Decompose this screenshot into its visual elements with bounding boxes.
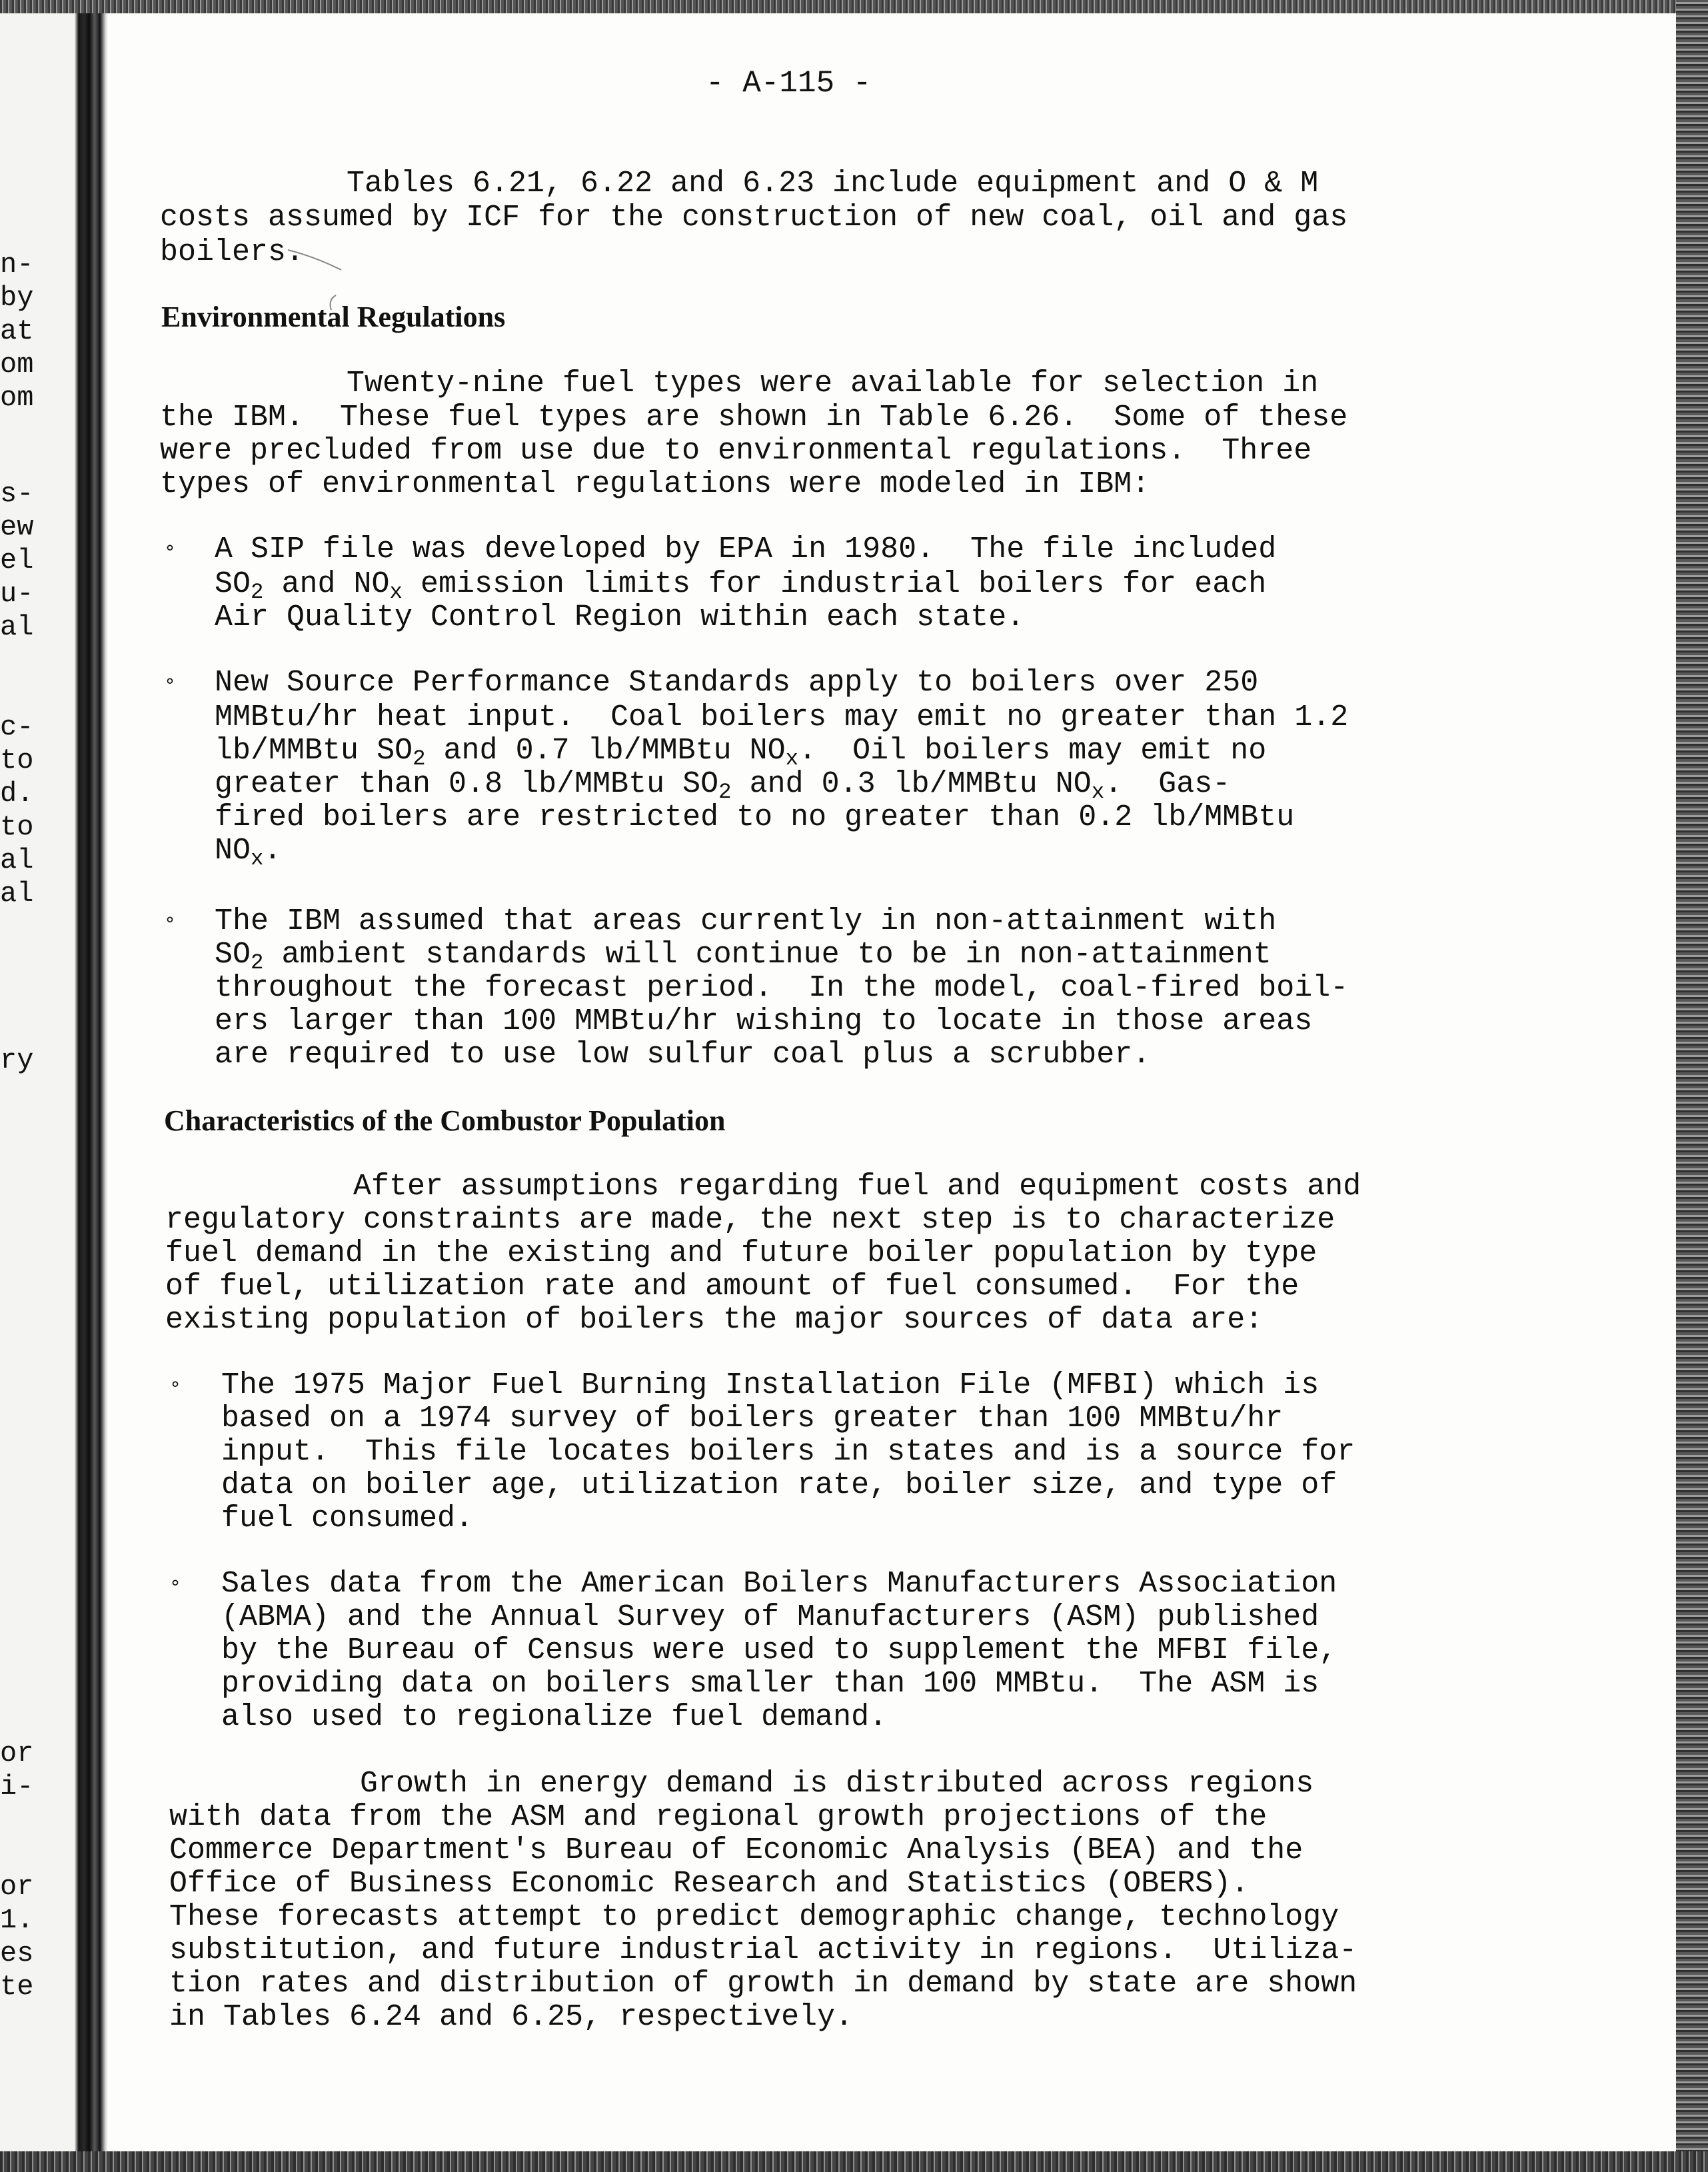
combustor-bullet2-line: providing data on boilers smaller than 100 MMBtu. The ASM is	[221, 1667, 1319, 1701]
facing-text: es	[0, 1937, 34, 1969]
intro-line: costs assumed by ICF for the construction of new coal, oil and gas	[160, 201, 1348, 235]
combustor-para2-line: These forecasts attempt to predict demographic change, technology	[169, 1900, 1339, 1934]
combustor-para2-line: with data from the ASM and regional growth projections of the	[169, 1800, 1268, 1834]
facing-text: d.	[0, 778, 34, 810]
facing-page-fragment	[0, 13, 75, 2151]
combustor-bullet2-line: Sales data from the American Boilers Manufacturers Association	[221, 1567, 1337, 1601]
combustor-bullet1-line: input. This file locates boilers in states and is a source for	[221, 1435, 1355, 1469]
env-bullet3-line: The IBM assumed that areas currently in non-attainment with	[215, 904, 1277, 938]
env-bullet2-line: $NO_x$.	[215, 834, 282, 872]
facing-text: ew	[0, 511, 34, 543]
facing-text: c-	[0, 711, 34, 743]
combustor-bullet2-line: also used to regionalize fuel demand.	[221, 1700, 888, 1734]
combustor-para2-line: in Tables 6.24 and 6.25, respectively.	[169, 2000, 854, 2034]
intro-line: boilers.	[160, 235, 305, 269]
env-bullet2-line: New Source Performance Standards apply to boilers over 250	[215, 666, 1259, 700]
env-bullet3-line: ers larger than 100 MMBtu/hr wishing to locate in those areas	[215, 1004, 1313, 1038]
facing-text: te	[0, 1971, 34, 2003]
document-page	[108, 13, 1676, 2151]
combustor-para-line: of fuel, utilization rate and amount of fuel consumed. For the	[165, 1270, 1299, 1304]
facing-text: u-	[0, 578, 34, 610]
env-bullet2-line: MMBtu/hr heat input. Coal boilers may emit no greater than 1.2	[215, 700, 1349, 734]
facing-text: or	[0, 1871, 34, 1903]
bullet-marker: °	[171, 1576, 180, 1598]
facing-text: ry	[0, 1044, 34, 1076]
intro-line: Tables 6.21, 6.22 and 6.23 include equipment and O & M	[347, 167, 1319, 201]
combustor-para2-line: Growth in energy demand is distributed across regions	[360, 1767, 1314, 1801]
facing-text: al	[0, 878, 34, 910]
page-number: - A-115 -	[706, 66, 872, 101]
combustor-para-line: regulatory constraints are made, the next step is to characterize	[165, 1203, 1335, 1237]
facing-text: s-	[0, 478, 34, 510]
combustor-para-line: existing population of boilers the major sources of data are:	[165, 1303, 1264, 1337]
facing-text: or	[0, 1737, 34, 1769]
combustor-bullet1-line: The 1975 Major Fuel Burning Installation File (MFBI) which is	[221, 1368, 1319, 1402]
scan-edge-bottom	[0, 2151, 1708, 2172]
facing-text: om	[0, 349, 34, 381]
stray-pen-mark	[261, 237, 355, 317]
combustor-para2-line: tion rates and distribution of growth in demand by state are shown	[169, 1967, 1357, 2001]
bullet-marker: °	[171, 1378, 180, 1400]
combustor-bullet2-line: by the Bureau of Census were used to supplement the MFBI file,	[221, 1633, 1337, 1667]
env-para-line: were precluded from use due to environmental regulations. Three	[160, 434, 1312, 468]
facing-text: to	[0, 811, 34, 843]
combustor-para2-line: Commerce Department's Bureau of Economic Analysis (BEA) and the	[169, 1833, 1303, 1867]
env-bullet3-line: are required to use low sulfur coal plus a scrubber.	[215, 1038, 1151, 1072]
facing-text: n-	[0, 249, 34, 281]
combustor-para-line: After assumptions regarding fuel and equipment costs and	[353, 1170, 1361, 1204]
scan-edge-right	[1676, 0, 1708, 2172]
env-para-line: types of environmental regulations were modeled in IBM:	[160, 467, 1150, 501]
env-bullet3-line: throughout the forecast period. In the model, coal-fired boil-	[215, 971, 1349, 1005]
combustor-para2-line: Office of Business Economic Research and Statistics (OBERS).	[169, 1867, 1250, 1901]
facing-text: to	[0, 744, 34, 776]
env-para-line: Twenty-nine fuel types were available for selection in	[347, 367, 1319, 401]
env-bullet1-line: $SO_2$ and $NO_x$ emission limits for industrial boilers for each	[215, 567, 1267, 605]
combustor-para-line: fuel demand in the existing and future boiler population by type	[165, 1236, 1317, 1270]
combustor-bullet1-line: based on a 1974 survey of boilers greater than 100 MMBtu/hr	[221, 1402, 1283, 1436]
combustor-bullet1-line: data on boiler age, utilization rate, boiler size, and type of	[221, 1468, 1337, 1502]
env-bullet2-line: greater than 0.8 lb/MMBtu $SO_2$ and 0.3 lb/MMBtu $NO_x$. Gas-	[215, 767, 1231, 805]
bullet-marker: °	[165, 674, 175, 696]
facing-text: al	[0, 844, 34, 876]
bullet-marker: °	[165, 541, 175, 563]
section-heading: Characteristics of the Combustor Population	[164, 1104, 726, 1137]
env-bullet1-line: Air Quality Control Region within each state.	[215, 600, 1025, 634]
env-bullet2-line: lb/MMBtu $SO_2$ and 0.7 lb/MMBtu $NO_x$. Oil boilers may emit no	[215, 734, 1267, 772]
scan-edge-top	[0, 0, 1708, 13]
facing-text: by	[0, 282, 34, 314]
env-para-line: the IBM. These fuel types are shown in Table 6.26. Some of these	[160, 401, 1348, 435]
combustor-bullet1-line: fuel consumed.	[221, 1502, 474, 1536]
facing-text: at	[0, 315, 34, 347]
bullet-marker: °	[165, 913, 175, 935]
facing-text: al	[0, 611, 34, 643]
env-bullet1-line: A SIP file was developed by EPA in 1980. The file included	[215, 533, 1277, 566]
combustor-para2-line: substitution, and future industrial activity in regions. Utiliza-	[169, 1933, 1357, 1967]
facing-text: om	[0, 382, 34, 414]
facing-text: 1.	[0, 1904, 34, 1936]
facing-text: el	[0, 544, 34, 576]
book-binding	[75, 13, 108, 2151]
facing-text: i-	[0, 1771, 34, 1803]
env-bullet2-line: fired boilers are restricted to no greater than 0.2 lb/MMBtu	[215, 800, 1295, 834]
combustor-bullet2-line: (ABMA) and the Annual Survey of Manufacturers (ASM) published	[221, 1600, 1319, 1634]
env-bullet3-line: $SO_2$ ambient standards will continue to be in non-attainment	[215, 938, 1272, 976]
section-heading: Environmental Regulations	[161, 301, 506, 333]
